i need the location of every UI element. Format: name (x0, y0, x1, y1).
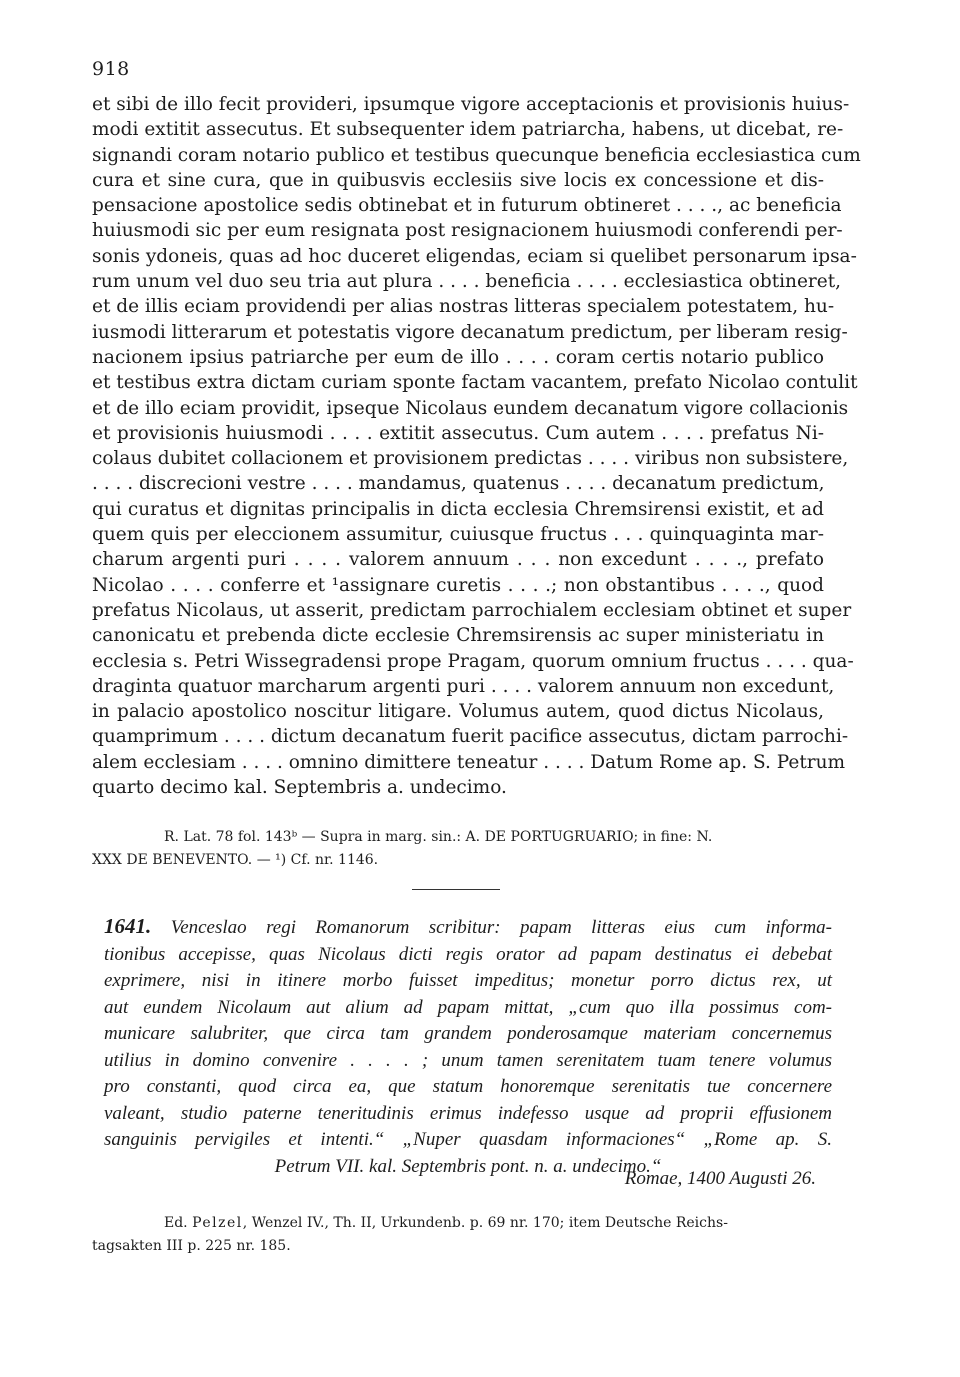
footnote (92, 826, 832, 872)
text-line: in palacio apostolico noscitur litigare. Volumus autem, quod dictus Nicolaus, (92, 701, 824, 723)
text-line: Nicolao . . . . conferre et ¹assignare curetis . . . .; non obstantibus . . . ., quod (92, 574, 824, 596)
text-line: quarto decimo kal. Septembris a. undecimo. (92, 777, 507, 799)
text-line: charum argenti puri . . . . valorem annuum . . . non excedunt . . . ., prefato (92, 549, 824, 571)
section-divider (412, 889, 500, 890)
regest-line: utilius in domino convenire . . . . ; unum tamen serenitatem tuam tenere volumus (104, 1049, 832, 1071)
regest-line: valeant, studio paterne teneritudinis erimus indefesso usque ad proprii effusionem (104, 1102, 832, 1124)
edition-note-line (92, 1212, 832, 1235)
text-line: cura et sine cura, que in quibusvis ecclesiis sive locis ex concessione et dis- (92, 169, 824, 191)
text-line: et de illis eciam providendi per alias nostras litteras specialem potestatem, hu- (92, 296, 835, 318)
text-line: iusmodi litterarum et potestatis vigore decanatum predictum, per liberam resig- (92, 321, 848, 343)
text-line: qui curatus et dignitas principalis in dicta ecclesia Chremsirensi existit, et ad (92, 498, 824, 520)
regest-line: municare salubriter, que circa tam grandem ponderosamque materiam concernemus (104, 1023, 832, 1044)
text-line: alem ecclesiam . . . . omnino dimittere teneatur . . . . Datum Rome ap. S. Petrum (92, 751, 846, 773)
text-line: signandi coram notario publico et testibus quecunque beneficia ecclesiastica cum (92, 144, 861, 166)
regest-1641 (104, 913, 832, 1180)
text-line: colaus dubitet collacionem et provisionem predictas . . . . viribus non subsistere, (92, 448, 849, 470)
edition-note-line: tagsakten III p. 225 nr. 185. (92, 1238, 291, 1254)
text-line: et testibus extra dictam curiam sponte factam vacantem, prefato Nicolao contulit (92, 372, 858, 394)
text-line: et provisionis huiusmodi . . . . extitit assecutus. Cum autem . . . . prefatus Ni- (92, 422, 824, 444)
text-line: rum unum vel duo seu tria aut plura . . . . beneficia . . . . ecclesiastica obtineret, (92, 271, 842, 293)
text-line: prefatus Nicolaus, ut asserit, predictam parrochialem ecclesiam obtinet et super (92, 599, 852, 621)
text-line: canonicatu et prebenda dicte ecclesie Chremsirensis ac super ministeriatu in (92, 625, 824, 647)
edition-note (92, 1212, 832, 1258)
edition-text: , Wenzel IV., Th. II, Urkundenb. p. 69 nr. 170; item Deutsche Reichs- (242, 1215, 728, 1231)
text-line: huiusmodi sic per eum resignata post resignacionem huiusmodi conferendi per- (92, 220, 843, 242)
text-line: et sibi de illo fecit provideri, ipsumque vigore acceptacionis et provisionis huius- (92, 94, 850, 115)
text-line: nacionem ipsius patriarche per eum de illo . . . . coram certis notario publico (92, 346, 824, 368)
text-line: quamprimum . . . . dictum decanatum fuerit pacifice assecutus, dictam parrochi- (92, 726, 849, 748)
text-line: modi extitit assecutus. Et subsequenter idem patriarcha, habens, ut dicebat, re- (92, 119, 844, 141)
text-line: pensacione apostolice sedis obtinebat et in futurum obtineret . . . ., ac beneficia (92, 195, 842, 217)
text-line: ecclesia s. Petri Wissegradensi prope Pragam, quorum omnium fructus . . . . qua- (92, 650, 854, 672)
entry-number: 1641. (104, 914, 152, 938)
text-line: draginta quatuor marcharum argenti puri . . . . valorem annuum non excedunt, (92, 675, 835, 697)
regest-text: Venceslao regi Romanorum scribitur: papam litteras eius cum informa- (170, 917, 833, 938)
document-date: Romae, 1400 Augusti 26. (624, 1168, 816, 1189)
text-line: sonis ydoneis, quas ad hoc duceret eligendas, eciam si quelibet personarum ipsa- (92, 245, 857, 267)
edition-author: Pelzel (192, 1215, 243, 1231)
edition-prefix: Ed. (164, 1215, 193, 1231)
footnote-line: XXX DE BENEVENTO. — ¹) Cf. nr. 1146. (92, 852, 379, 868)
regest-line: tionibus accepisse, quas Nicolaus dicti regis orator ad papam destinatus ei debebat (104, 943, 832, 965)
text-line: et de illo eciam providit, ipseque Nicolaus eundem decanatum vigore collacionis (92, 397, 849, 419)
regest-first-line (104, 913, 832, 942)
text-line: quem quis per eleccionem assumitur, cuiusque fructus . . . quinquaginta mar- (92, 524, 824, 546)
regest-line: aut eundem Nicolaum aut alium ad papam mittat, „cum quo illa possimus com- (104, 996, 832, 1018)
regest-line: sanguinis pervigiles et intenti.“ „Nuper quasdam informaciones“ „Rome ap. S. (104, 1129, 832, 1150)
regest-line: pro constanti, quod circa ea, que statum honoremque serenitatis tue concernere (104, 1076, 832, 1097)
page-number: 918 (92, 58, 130, 80)
footnote-line: R. Lat. 78 fol. 143ᵇ — Supra in marg. sin.: A. DE PORTUGRUARIO; in fine: N. (164, 829, 713, 845)
text-line: . . . . discrecioni vestre . . . . mandamus, quatenus . . . . decanatum predictum, (92, 473, 825, 495)
regest-line: exprimere, nisi in itinere morbo fuisset impeditus; monetur porro dictus rex, ut (104, 970, 832, 991)
main-text (92, 92, 861, 800)
regest-line: Petrum VII. kal. Septembris pont. n. a. undecimo.“ (274, 1155, 662, 1177)
